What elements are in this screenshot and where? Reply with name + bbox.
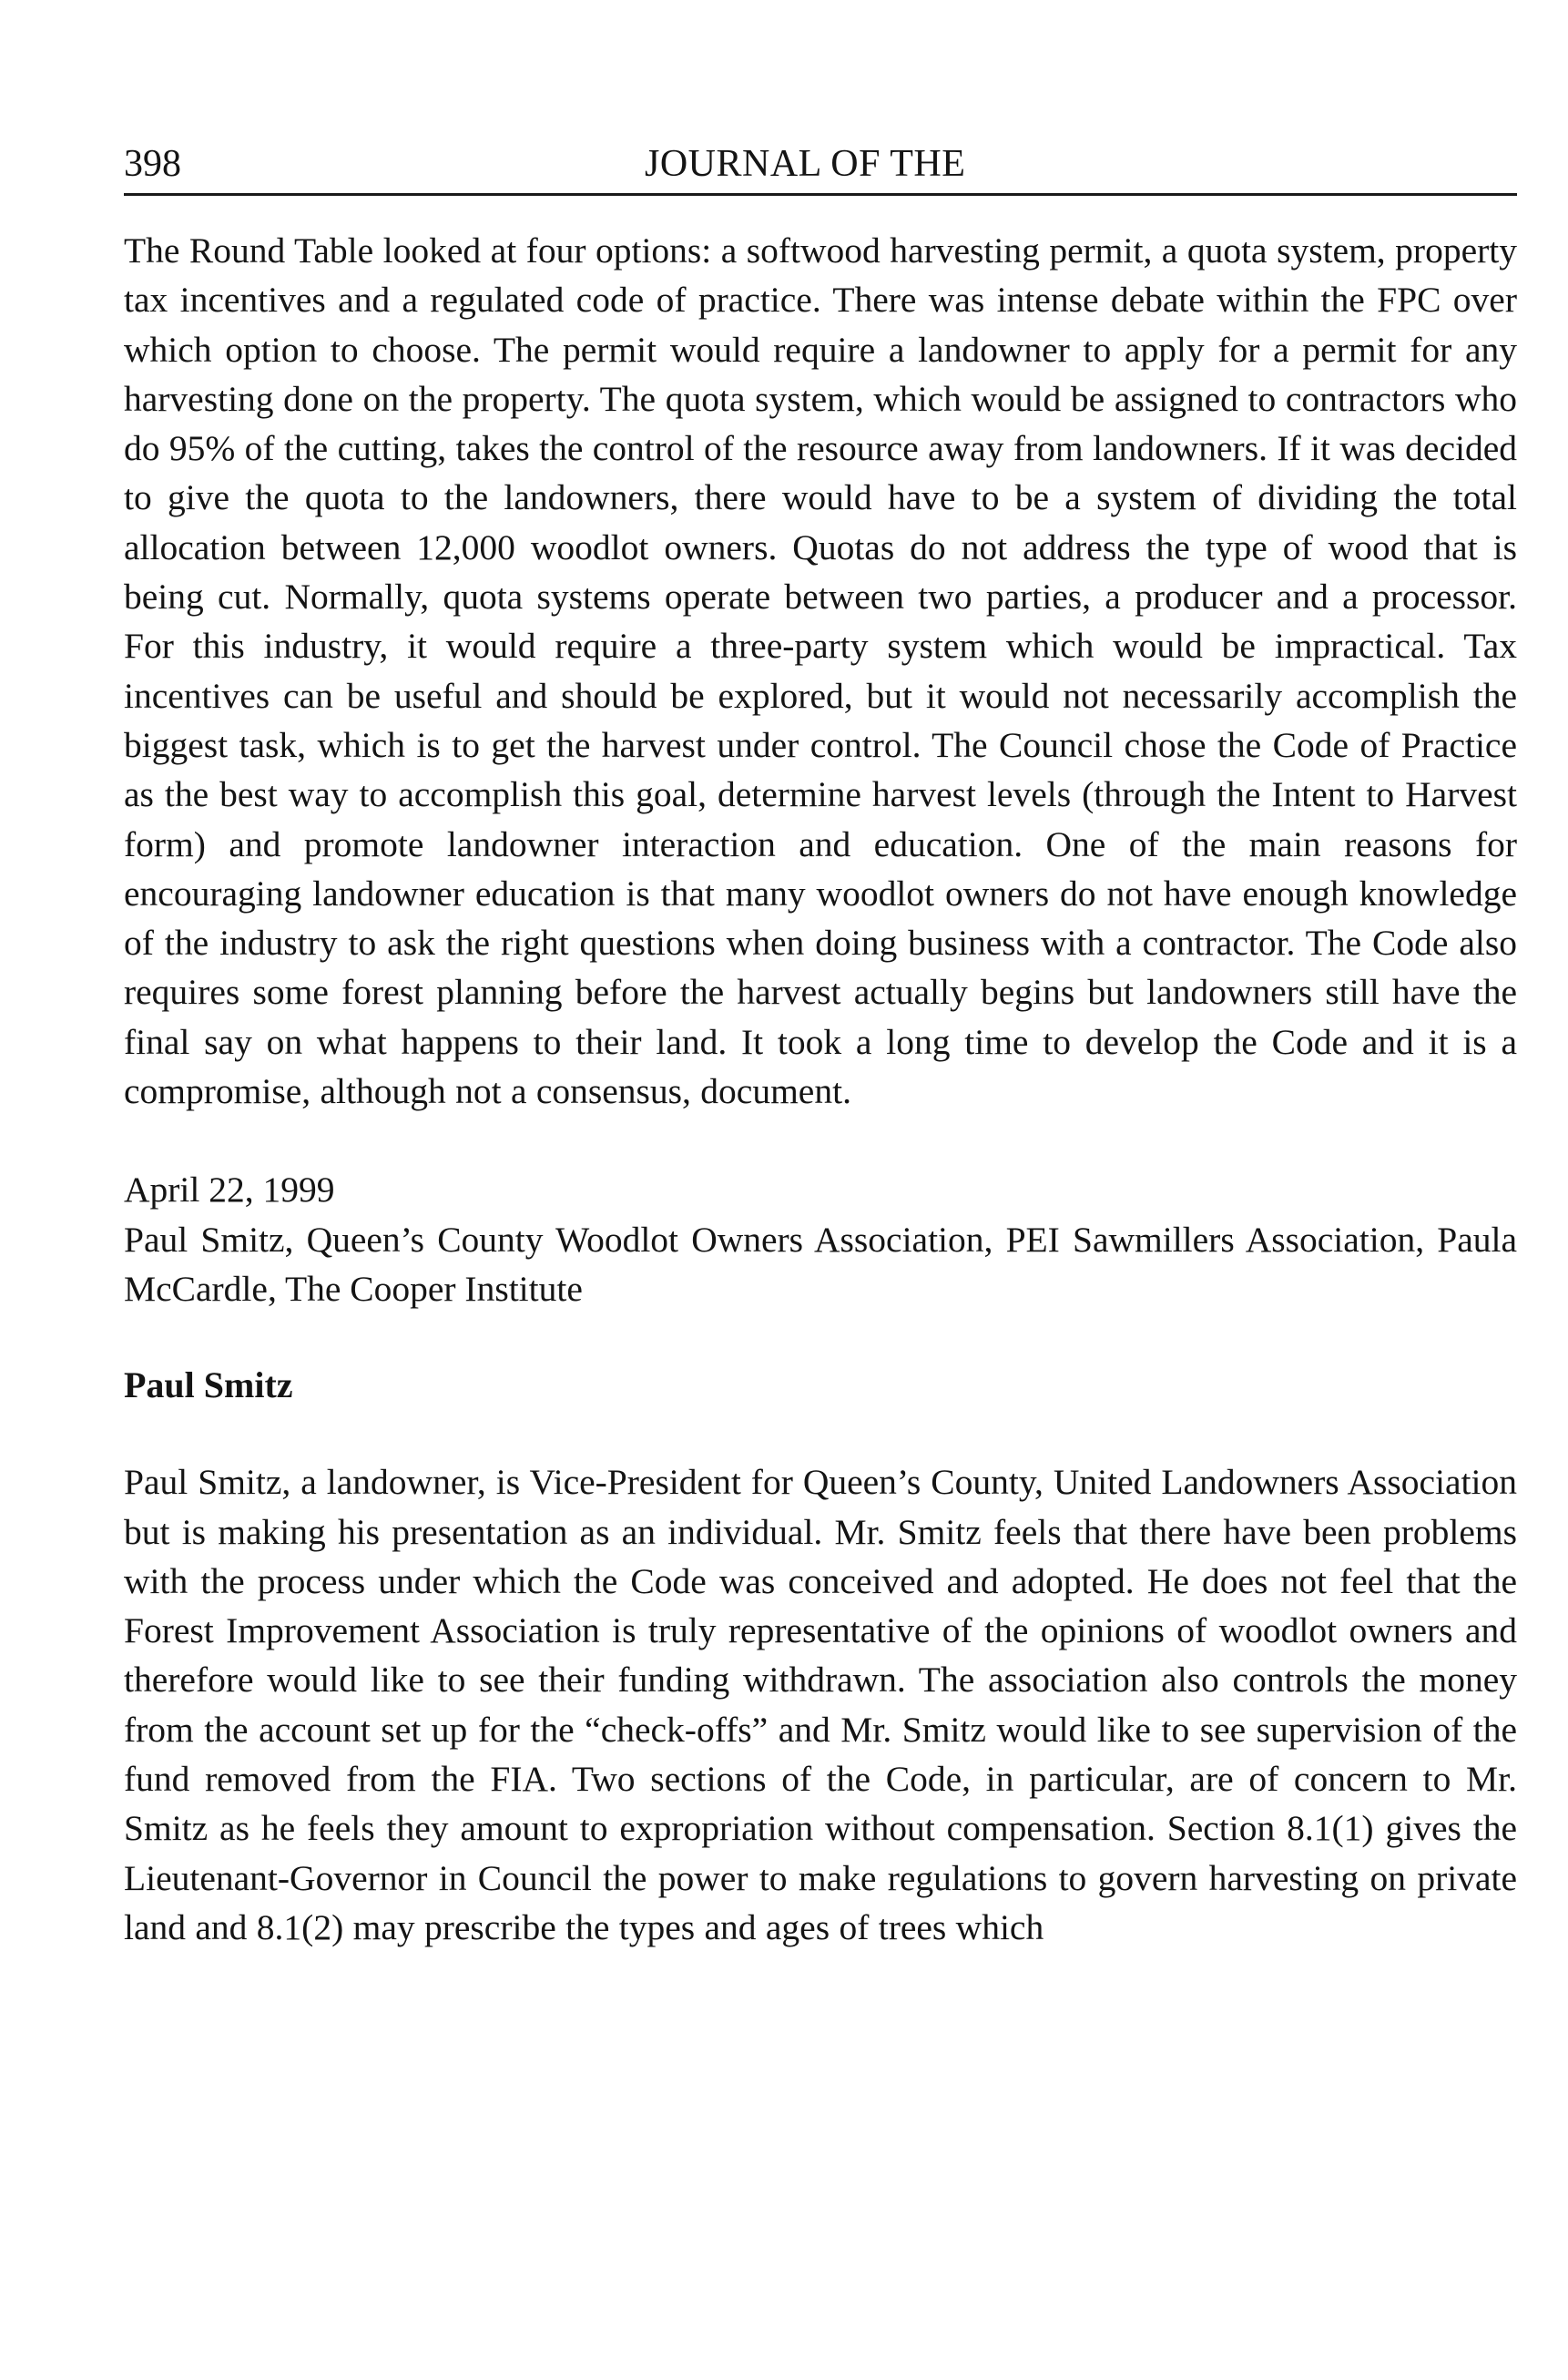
- meeting-entry: [124, 1165, 1517, 1313]
- meeting-participants: Paul Smitz, Queen’s County Woodlot Owners Association, PEI Sawmillers Association, Paula McCardle, The Cooper Institute: [124, 1219, 1517, 1309]
- journal-title: JOURNAL OF THE: [645, 143, 966, 185]
- journal-page: [124, 137, 1517, 1952]
- running-head: [124, 137, 1517, 196]
- body-paragraph-paul-smitz: Paul Smitz, a landowner, is Vice-President for Queen’s County, United Landowners Association but is making his presentation as an individual. Mr. Smitz feels that there have been problems with the process under which the Code was conceived and adopted. He does not feel that the Forest Improvement Association is truly representative of the opinions of woodlot owners and therefore would like to see their funding withdrawn. The association also controls the money from the account set up for the “check-offs” and Mr. Smitz would like to see supervision of the fund removed from the FIA. Two sections of the Code, in particular, are of concern to Mr. Smitz as he feels they amount to expropriation without compensation. Section 8.1(1) gives the Lieutenant-Governor in Council the power to make regulations to govern harvesting on private land and 8.1(2) may prescribe the types and ages of trees which: [124, 1462, 1517, 1947]
- page-number: 398: [124, 143, 181, 185]
- body-paragraph-round-table: The Round Table looked at four options: a softwood harvesting permit, a quota system, property tax incentives and a regulated code of practice. There was intense debate within the FPC over which option to choose. The permit would require a landowner to apply for a permit for any harvesting done on the property. The quota system, which would be assigned to contractors who do 95% of the cutting, takes the control of the resource away from landowners. If it was decided to give the quota to the landowners, there would have to be a system of dividing the total allocation between 12,000 woodlot owners. Quotas do not address the type of wood that is being cut. Normally, quota systems operate between two parties, a producer and a processor. For this industry, it would require a three-party system which would be impractical. Tax incentives can be useful and should be explored, but it would not necessarily accomplish the biggest task, which is to get the harvest under control. The Council chose the Code of Practice as the best way to accomplish this goal, determine harvest levels (through the Intent to Harvest form) and promote landowner interaction and education. One of the main reasons for encouraging landowner education is that many woodlot owners do not have enough knowledge of the industry to ask the right questions when doing business with a contractor. The Code also requires some forest planning before the harvest actually begins but landowners still have the final say on what happens to their land. It took a long time to develop the Code and it is a compromise, although not a consensus, document.: [124, 230, 1517, 1112]
- speaker-heading: Paul Smitz: [124, 1364, 293, 1406]
- meeting-date: April 22, 1999: [124, 1170, 335, 1210]
